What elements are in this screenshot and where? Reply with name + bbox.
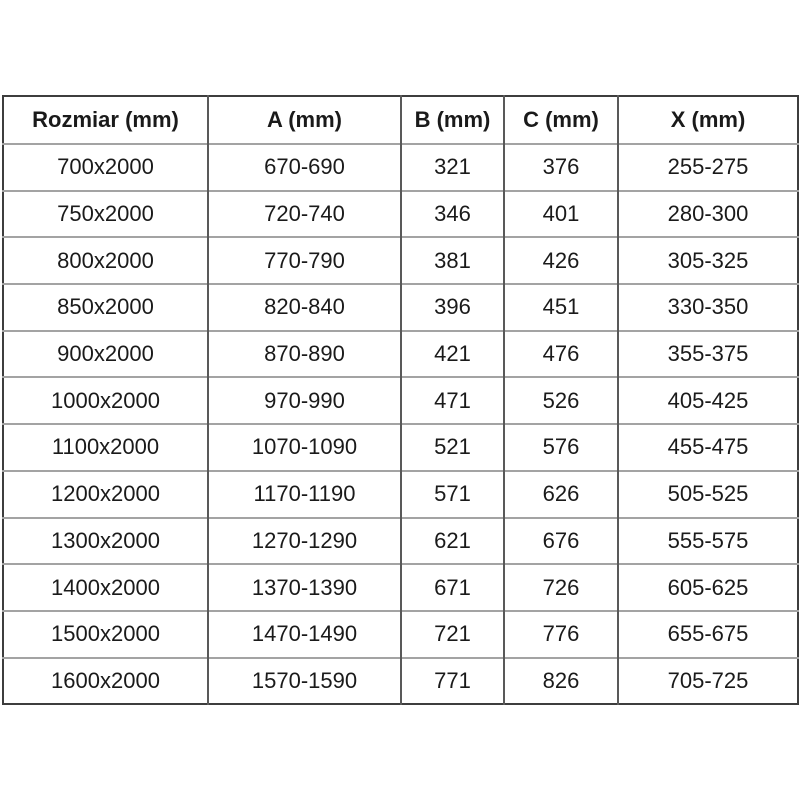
table-cell: 381 xyxy=(401,237,504,284)
table-cell: 655-675 xyxy=(618,611,798,658)
table-cell: 850x2000 xyxy=(3,284,208,331)
table-cell: 321 xyxy=(401,144,504,191)
table-cell: 526 xyxy=(504,377,618,424)
table-cell: 401 xyxy=(504,191,618,238)
table-cell: 770-790 xyxy=(208,237,401,284)
table-row xyxy=(3,424,798,471)
column-header-a: A (mm) xyxy=(208,96,401,144)
table-row xyxy=(3,237,798,284)
column-header-b: B (mm) xyxy=(401,96,504,144)
table-cell: 426 xyxy=(504,237,618,284)
table-cell: 455-475 xyxy=(618,424,798,471)
table-cell: 605-625 xyxy=(618,564,798,611)
table-cell: 555-575 xyxy=(618,518,798,565)
table-cell: 800x2000 xyxy=(3,237,208,284)
table-row xyxy=(3,471,798,518)
table-cell: 900x2000 xyxy=(3,331,208,378)
table-cell: 970-990 xyxy=(208,377,401,424)
table-cell: 726 xyxy=(504,564,618,611)
table-row xyxy=(3,331,798,378)
table-row xyxy=(3,518,798,565)
table-cell: 1070-1090 xyxy=(208,424,401,471)
table-cell: 576 xyxy=(504,424,618,471)
table-cell: 571 xyxy=(401,471,504,518)
table-cell: 521 xyxy=(401,424,504,471)
column-header-c: C (mm) xyxy=(504,96,618,144)
table-cell: 676 xyxy=(504,518,618,565)
table-cell: 376 xyxy=(504,144,618,191)
table-row xyxy=(3,144,798,191)
table-header-row xyxy=(3,96,798,144)
table-cell: 421 xyxy=(401,331,504,378)
table-row xyxy=(3,284,798,331)
table-cell: 750x2000 xyxy=(3,191,208,238)
table-cell: 771 xyxy=(401,658,504,705)
table-cell: 1100x2000 xyxy=(3,424,208,471)
table-cell: 280-300 xyxy=(618,191,798,238)
table-cell: 1370-1390 xyxy=(208,564,401,611)
table-cell: 720-740 xyxy=(208,191,401,238)
table-cell: 1170-1190 xyxy=(208,471,401,518)
table-cell: 505-525 xyxy=(618,471,798,518)
table-cell: 671 xyxy=(401,564,504,611)
table-row xyxy=(3,191,798,238)
table-body xyxy=(3,144,798,704)
column-header-x: X (mm) xyxy=(618,96,798,144)
table-cell: 1570-1590 xyxy=(208,658,401,705)
table-cell: 330-350 xyxy=(618,284,798,331)
table-cell: 1470-1490 xyxy=(208,611,401,658)
table-row xyxy=(3,564,798,611)
table-cell: 1200x2000 xyxy=(3,471,208,518)
table-row xyxy=(3,658,798,705)
table-cell: 705-725 xyxy=(618,658,798,705)
table-row xyxy=(3,611,798,658)
table-cell: 776 xyxy=(504,611,618,658)
table-cell: 1270-1290 xyxy=(208,518,401,565)
table-cell: 721 xyxy=(401,611,504,658)
table-cell: 396 xyxy=(401,284,504,331)
table-cell: 355-375 xyxy=(618,331,798,378)
table-cell: 1300x2000 xyxy=(3,518,208,565)
table-cell: 870-890 xyxy=(208,331,401,378)
column-header-rozmiar: Rozmiar (mm) xyxy=(32,107,179,132)
table-cell: 670-690 xyxy=(208,144,401,191)
table-cell: 1400x2000 xyxy=(3,564,208,611)
table-cell: 700x2000 xyxy=(3,144,208,191)
table-cell: 476 xyxy=(504,331,618,378)
table-cell: 621 xyxy=(401,518,504,565)
table-row xyxy=(3,377,798,424)
table-cell: 346 xyxy=(401,191,504,238)
table-cell: 1500x2000 xyxy=(3,611,208,658)
table-cell: 471 xyxy=(401,377,504,424)
table-cell: 1600x2000 xyxy=(3,658,208,705)
table-cell: 826 xyxy=(504,658,618,705)
table-cell: 255-275 xyxy=(618,144,798,191)
table-cell: 405-425 xyxy=(618,377,798,424)
table-cell: 820-840 xyxy=(208,284,401,331)
size-dimensions-table xyxy=(2,95,799,705)
table-cell: 451 xyxy=(504,284,618,331)
table-cell: 626 xyxy=(504,471,618,518)
table-cell: 1000x2000 xyxy=(3,377,208,424)
table-cell: 305-325 xyxy=(618,237,798,284)
